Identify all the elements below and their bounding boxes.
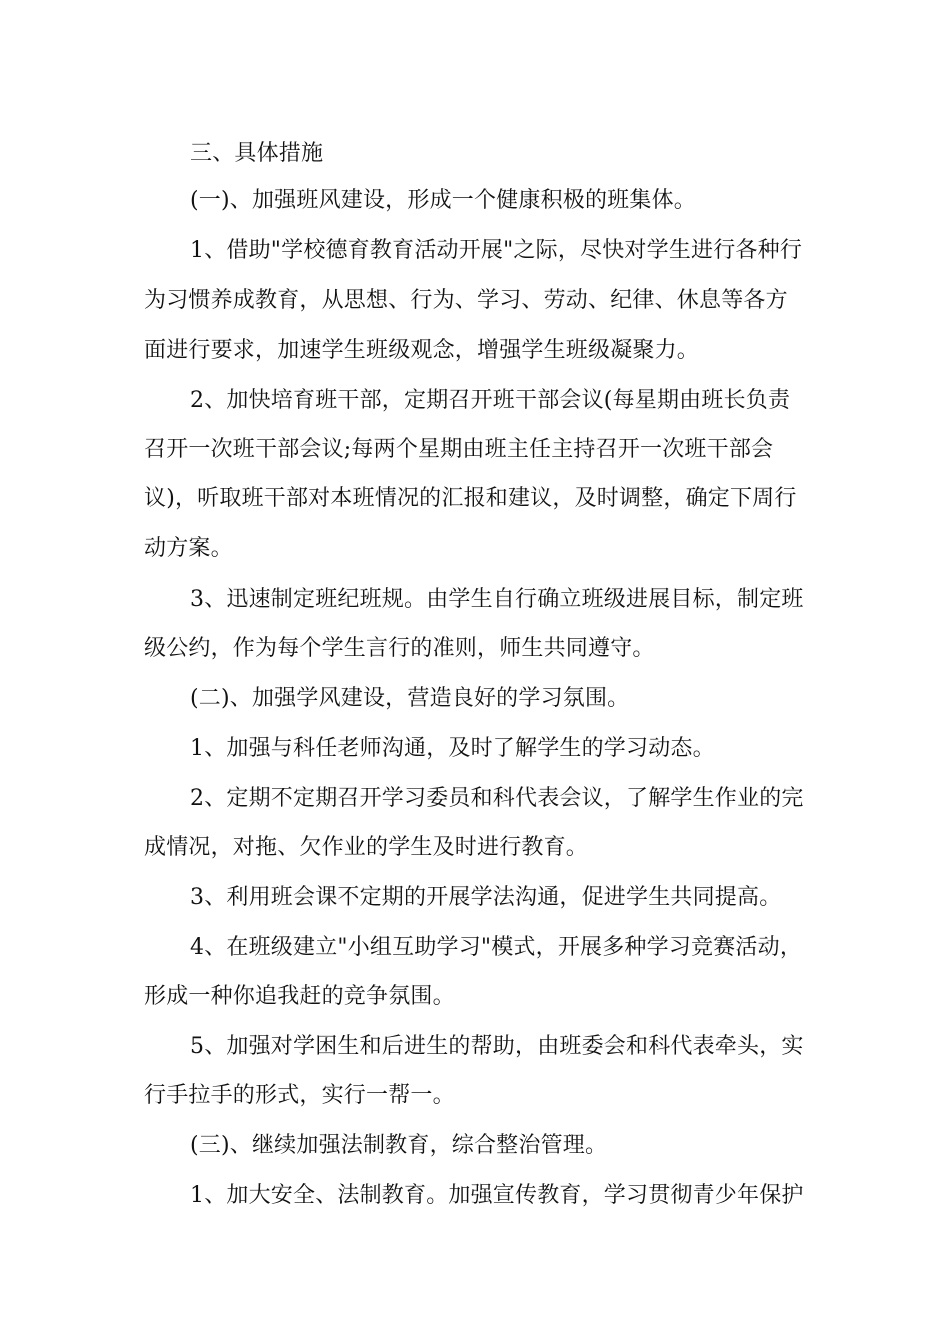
section-heading: 三、具体措施 — [190, 141, 324, 166]
paragraph-line: 召开一次班干部会议;每两个星期由班主任主持召开一次班干部会 — [144, 437, 774, 462]
paragraph-line: 级公约，作为每个学生言行的准则，师生共同遵守。 — [144, 636, 655, 661]
subsection-heading-1: (一)、加强班风建设，形成一个健康积极的班集体。 — [190, 188, 696, 213]
subsection-heading-2: (二)、加强学风建设，营造良好的学习氛围。 — [190, 686, 630, 711]
paragraph-line: 2、加快培育班干部，定期召开班干部会议(每星期由班长负责 — [190, 388, 791, 413]
paragraph-line: 3、利用班会课不定期的开展学法沟通，促进学生共同提高。 — [190, 885, 782, 910]
subsection-heading-3: (三)、继续加强法制教育，综合整治管理。 — [190, 1133, 608, 1158]
paragraph-line: 为习惯养成教育，从思想、行为、学习、劳动、纪律、休息等各方 — [144, 288, 788, 313]
paragraph-line: 2、定期不定期召开学习委员和科代表会议，了解学生作业的完 — [190, 786, 804, 811]
paragraph-line: 1、加大安全、法制教育。加强宣传教育，学习贯彻青少年保护 — [190, 1183, 804, 1208]
paragraph-line: 成情况，对拖、欠作业的学生及时进行教育。 — [144, 835, 589, 860]
paragraph-line: 3、迅速制定班纪班规。由学生自行确立班级进展目标，制定班 — [190, 587, 804, 612]
paragraph-line: 4、在班级建立"小组互助学习"模式，开展多种学习竞赛活动， — [190, 935, 803, 960]
paragraph-line: 面进行要求，加速学生班级观念，增强学生班级凝聚力。 — [144, 338, 700, 363]
paragraph-line: 动方案。 — [144, 536, 233, 561]
paragraph-line: 议)，听取班干部对本班情况的汇报和建议，及时调整，确定下周行 — [144, 486, 797, 511]
paragraph-line: 1、借助"学校德育教育活动开展"之际，尽快对学生进行各种行 — [190, 238, 803, 263]
paragraph-line: 1、加强与科任老师沟通，及时了解学生的学习动态。 — [190, 736, 715, 761]
paragraph-line: 5、加强对学困生和后进生的帮助，由班委会和科代表牵头，实 — [190, 1034, 804, 1059]
paragraph-line: 形成一种你追我赶的竞争氛围。 — [144, 984, 455, 1009]
paragraph-line: 行手拉手的形式，实行一帮一。 — [144, 1083, 455, 1108]
